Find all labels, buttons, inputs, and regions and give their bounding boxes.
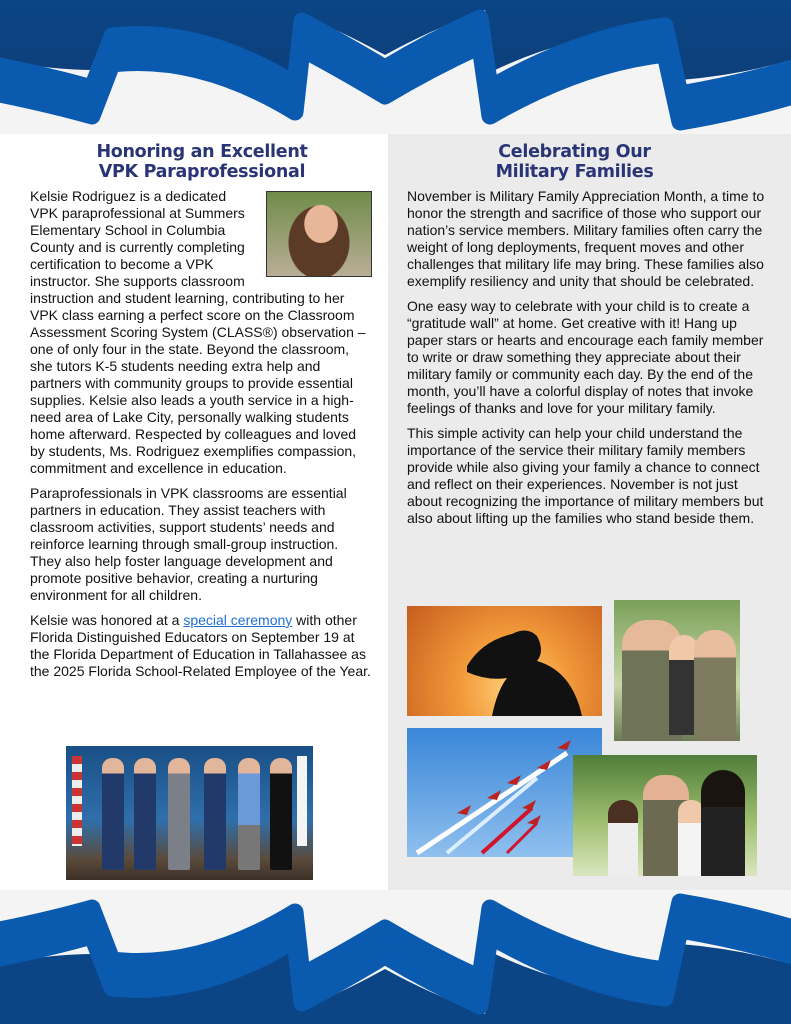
person bbox=[270, 758, 292, 870]
paragraph: One easy way to celebrate with your child is to create a “gratitude wall” at home. Get creative with it! Hang up paper stars or hearts and encourage each family member to write or draw something they appreciate about their military family or community each day. By the end of the month, you’ll have a colorful display of notes that invoke feelings of thanks and love for your military family. bbox=[407, 298, 764, 416]
person bbox=[168, 758, 190, 870]
paragraph: November is Military Family Appreciation Month, a time to honor the strength and sacrifice of those who support our nation’s service members. Military families often carry the weight of long deployments, frequent moves and other challenges that military life may bring. These families also exemplify resiliency and unity that should be celebrated. bbox=[407, 188, 765, 289]
paragraph: Paraprofessionals in VPK classrooms are essential partners in education. They assist teachers with classroom activities, support students’ needs and reinforce learning through small-group instruction. They also help foster language development and promote positive behavior, creating a nurturing environment for all children. bbox=[30, 485, 347, 603]
ceremony-group-photo bbox=[66, 746, 313, 880]
us-flag bbox=[72, 756, 82, 846]
person bbox=[204, 758, 226, 870]
special-ceremony-link[interactable]: special ceremony bbox=[183, 612, 293, 628]
article-honoring-paraprofessional bbox=[0, 134, 388, 890]
military-family-photo bbox=[614, 600, 740, 741]
florida-flag bbox=[297, 756, 307, 846]
person bbox=[102, 758, 124, 870]
ribbon-banner-top bbox=[0, 0, 791, 134]
soldier-salute-silhouette-photo bbox=[407, 606, 602, 716]
paragraph: Kelsie Rodriguez is a dedicated VPK paraprofessional at Summers Elementary School in Columbia County and is currently completing certification to become a VPK instructor. She supports classroom instruction and student learning, contributing to her VPK class earning a perfect score on the Classroom Assessment Scoring System (CLASS®) observation – one of only four in the state. Beyond the classroom, she tutors K-5 students needing extra help and partners with community groups to provide essential supplies. Kelsie also leads a youth service in a high-need area of Lake City, personally walking students home afterward. Respected by colleagues and loved by students, Ms. Rodriguez exemplifies compassion, commitment and excellence in education. bbox=[30, 188, 366, 476]
paragraph: Kelsie was honored at a special ceremony with other Florida Distinguished Educators on September 19 at the Florida Department of Education in Tallahassee as the 2025 Florida School-Related Employee of the Year. bbox=[30, 612, 371, 679]
article-title: Honoring an Excellent VPK Paraprofessional bbox=[96, 142, 308, 182]
person bbox=[134, 758, 156, 870]
soldier-family-park-photo bbox=[573, 755, 757, 876]
paragraph: This simple activity can help your child understand the importance of the service their military family members provide while also giving your family a chance to connect and reflect on their experiences. November is not just about recognizing the importance of military members but also about lifting up the families who stand beside them. bbox=[407, 425, 764, 526]
article-title: Celebrating Our Military Families bbox=[495, 142, 654, 182]
person bbox=[238, 758, 260, 870]
kelsie-portrait-photo bbox=[266, 191, 372, 277]
ribbon-banner-bottom bbox=[0, 890, 791, 1024]
